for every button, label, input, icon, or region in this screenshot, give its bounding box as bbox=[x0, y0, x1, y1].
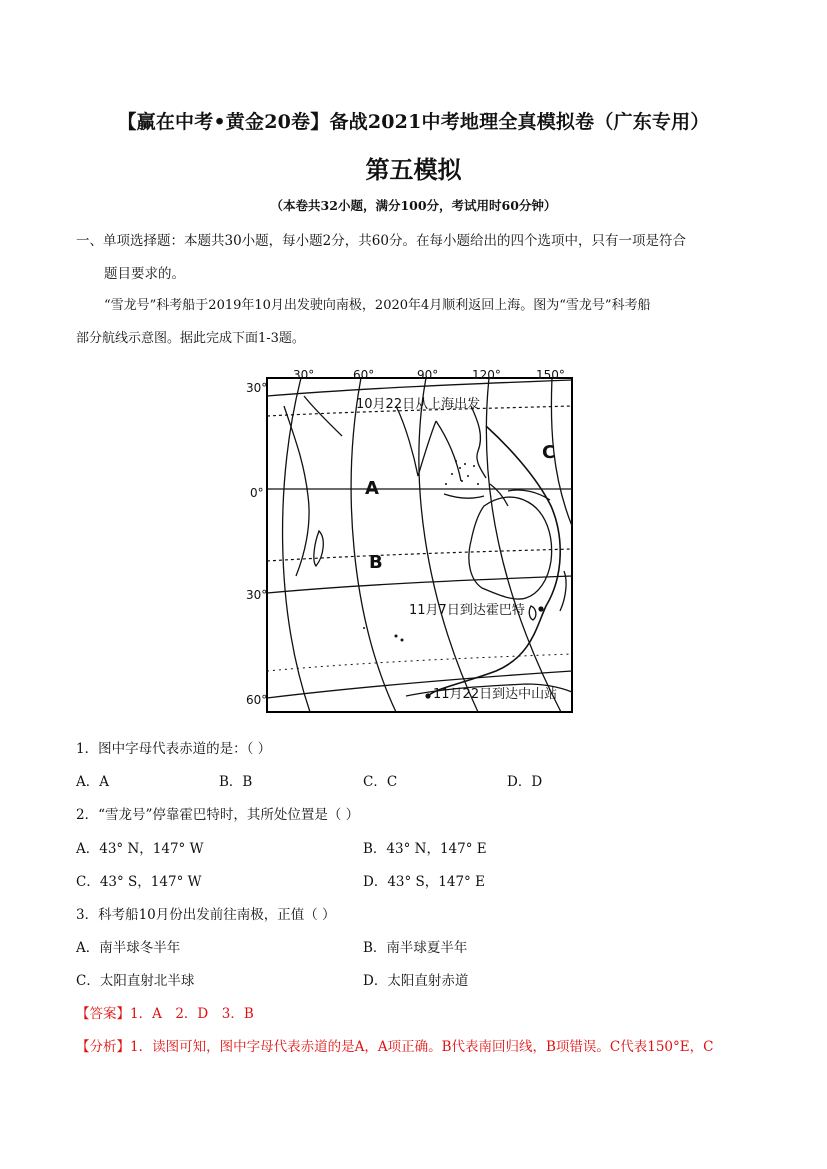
annotation-shanghai: 10月22日从上海出发 bbox=[356, 397, 481, 412]
annotation-hobart: 11月7日到达霍巴特 bbox=[409, 603, 525, 618]
zhongshan-marker bbox=[425, 693, 430, 698]
question-2-option-b: B．43° N，147° E bbox=[363, 841, 487, 857]
answer-label: 【答案】 bbox=[76, 1006, 130, 1022]
lon-label-90: 90° bbox=[417, 368, 439, 382]
question-1-option-a: A．A bbox=[76, 774, 109, 790]
lon-label-150: 150° bbox=[536, 368, 565, 382]
intro-text-cont: 部分航线示意图。据此完成下面1-3题。 bbox=[76, 331, 305, 346]
exam-note: （本卷共32小题，满分100分，考试用时60分钟） bbox=[270, 198, 557, 213]
question-3-option-c: C．太阳直射北半球 bbox=[76, 973, 195, 989]
annotation-zhongshan: 11月22日到达中山站 bbox=[433, 687, 558, 702]
lat-label-30s: 30° bbox=[246, 588, 268, 602]
letter-c: C bbox=[542, 442, 556, 463]
lat-label-0: 0° bbox=[250, 486, 264, 500]
letter-b: B bbox=[369, 552, 383, 573]
analysis-text: 1．读图可知，图中字母代表赤道的是A，A项正确。B代表南回归线，B项错误。C代表150°E，C bbox=[130, 1039, 714, 1055]
question-3-stem: 3．科考船10月份出发前往南极，正值（ ） bbox=[76, 907, 336, 923]
answer-block bbox=[76, 1002, 254, 1022]
question-2-option-a: A．43° N，147° W bbox=[76, 841, 204, 857]
analysis-label: 【分析】 bbox=[76, 1039, 130, 1055]
lat-label-60s: 60° bbox=[246, 693, 268, 707]
question-1-option-d: D．D bbox=[507, 774, 543, 790]
section-heading: 一、单项选择题：本题共30小题，每小题2分，共60分。在每小题给出的四个选项中，只有一项是符合 bbox=[76, 233, 686, 249]
letter-a: A bbox=[365, 478, 379, 499]
route-map bbox=[246, 366, 582, 718]
question-3-option-b: B．南半球夏半年 bbox=[363, 940, 468, 956]
lon-label-120: 120° bbox=[472, 368, 501, 382]
question-3-option-a: A．南半球冬半年 bbox=[76, 940, 181, 956]
question-1-option-c: C．C bbox=[363, 774, 398, 790]
question-1-stem: 1．图中字母代表赤道的是：（ ） bbox=[76, 741, 272, 757]
lon-label-30: 30° bbox=[293, 368, 315, 382]
lon-label-60: 60° bbox=[353, 368, 375, 382]
question-3-option-d: D．太阳直射赤道 bbox=[363, 973, 469, 989]
lat-label-30n: 30° bbox=[246, 381, 268, 395]
analysis-block bbox=[76, 1035, 713, 1055]
question-1-option-b: B．B bbox=[219, 774, 253, 790]
paper-subtitle: 第五模拟 bbox=[365, 155, 462, 184]
question-2-option-d: D．43° S，147° E bbox=[363, 874, 485, 890]
question-2-option-c: C．43° S，147° W bbox=[76, 874, 202, 890]
intro-text: “雪龙号”科考船于2019年10月出发驶向南极，2020年4月顺利返回上海。图为“雪龙号”科考船 bbox=[104, 298, 651, 313]
answer-text: 1．A 2．D 3．B bbox=[130, 1006, 254, 1022]
hobart-marker bbox=[538, 606, 543, 611]
paper-title: 【赢在中考•黄金20卷】备战2021中考地理全真模拟卷（广东专用） bbox=[117, 111, 710, 133]
question-2-stem: 2．“雪龙号”停靠霍巴特时，其所处位置是（ ） bbox=[76, 807, 360, 823]
section-heading-cont: 题目要求的。 bbox=[104, 266, 185, 282]
